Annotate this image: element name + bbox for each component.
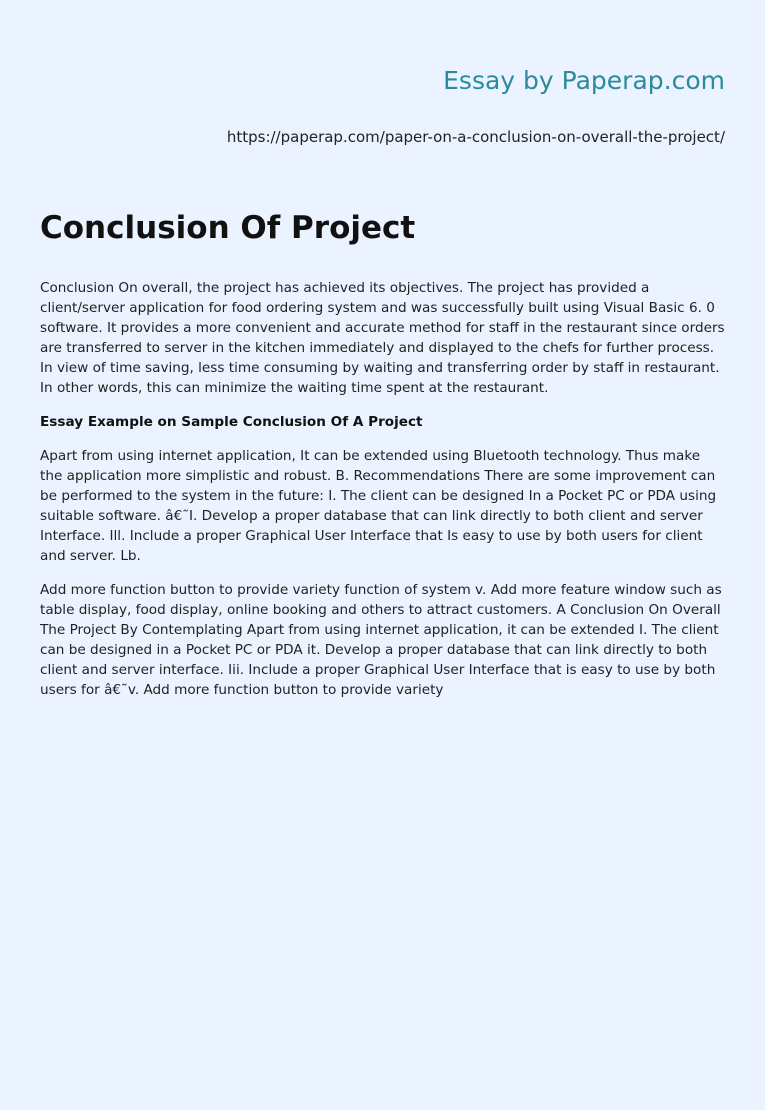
section-subheading: Essay Example on Sample Conclusion Of A Project [40, 414, 423, 430]
paragraph-2: Apart from using internet application, It can be extended using Bluetooth technology. Thus make the application more simplistic and robust. B. Recommendations There are some improvement can be performed to the system in the future: I. The client can be designed In a Pocket PC or PDA using suitable software. â€˜I. Develop a proper database that can link directly to both client and server Interface. Ill. Include a proper Graphical User Interface that Is easy to use by both users for client and server. Lb. [40, 448, 717, 564]
brand-link[interactable]: Essay by Paperap.com [443, 66, 725, 95]
article-body [40, 278, 725, 714]
source-url[interactable]: https://paperap.com/paper-on-a-conclusion-on-overall-the-project/ [226, 128, 725, 146]
paragraph-1: Conclusion On overall, the project has achieved its objectives. The project has provided a client/server application for food ordering system and was successfully built using Visual Basic 6. 0 software. It provides a more convenient and accurate method for staff in the restaurant since orders are transferred to server in the kitchen immediately and displayed to the chefs for further process. In view of time saving, less time consuming by waiting and transferring order by staff in restaurant. In other words, this can minimize the waiting time spent at the restaurant. [40, 280, 725, 396]
page-title: Conclusion Of Project [40, 210, 416, 246]
paragraph-3: Add more function button to provide variety function of system v. Add more feature window such as table display, food display, online booking and others to attract customers. A Conclusion On Overall The Project By Contemplating Apart from using internet application, it can be extended I. The client can be designed in a Pocket PC or PDA it. Develop a proper database that can link directly to both client and server interface. Iii. Include a proper Graphical User Interface that is easy to use by both users for â€˜v. Add more function button to provide variety [40, 582, 722, 698]
